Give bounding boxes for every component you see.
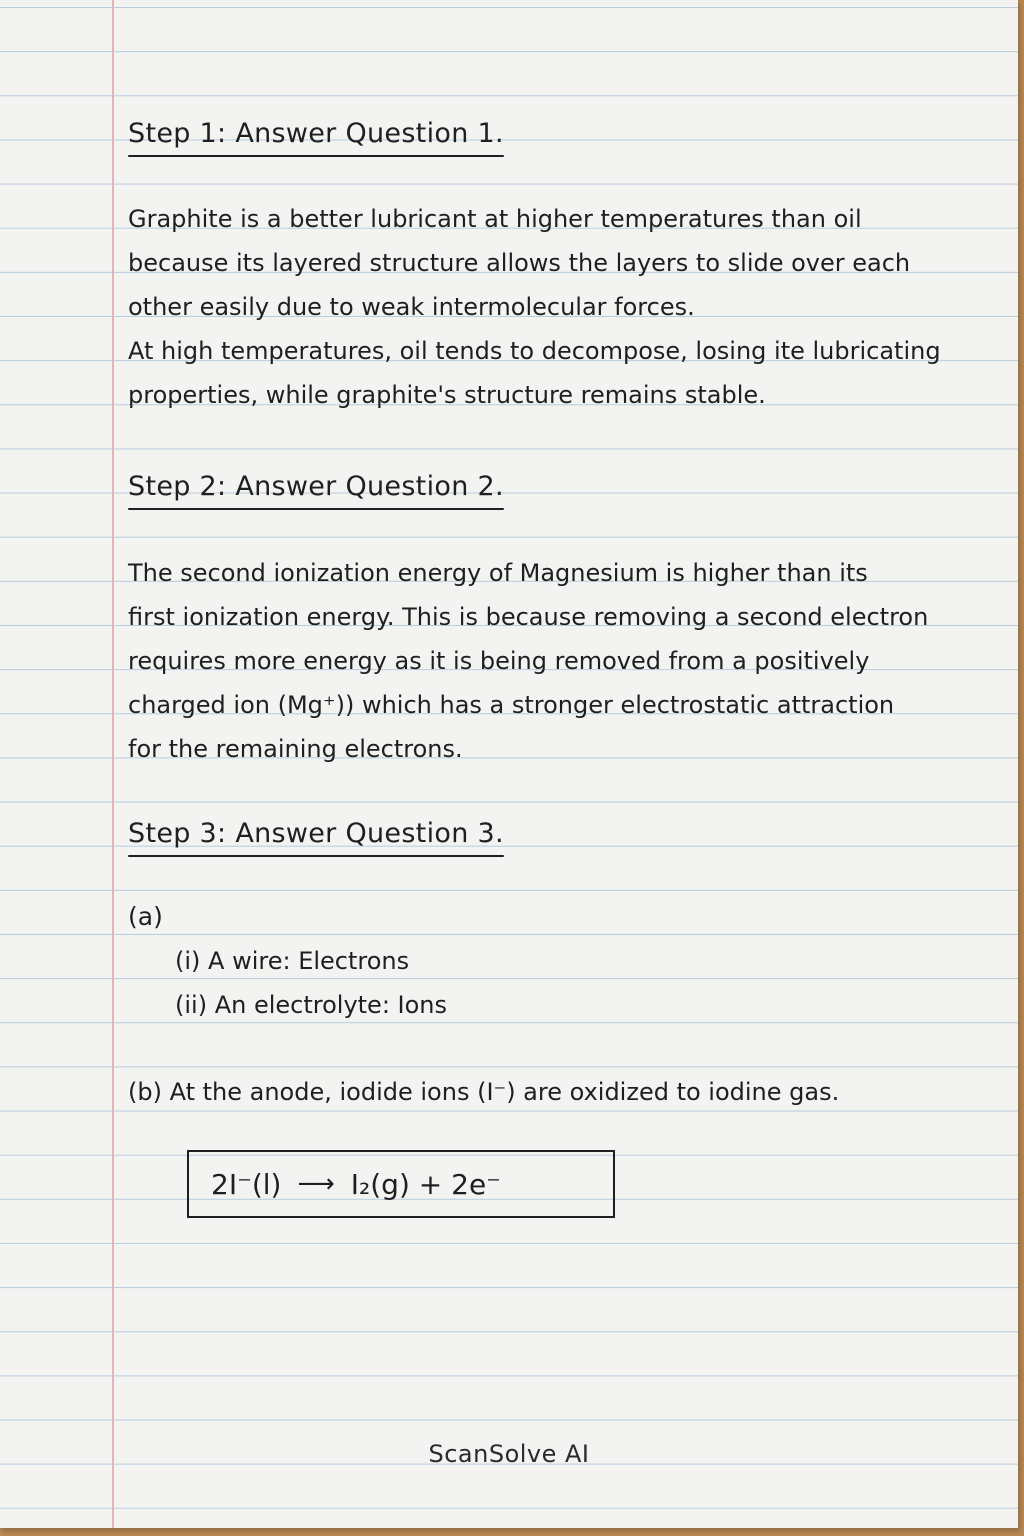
step2-line: charged ion (Mg⁺)) which has a stronger electrostatic attraction [128,691,895,719]
watermark-footer: ScanSolve AI [428,1440,590,1468]
heading-underline [128,508,504,510]
step1-answer [128,197,988,417]
step1-line: At high temperatures, oil tends to decompose, losing ite lubricating [128,337,941,365]
step2-line: The second ionization energy of Magnesium is higher than its [128,559,868,587]
step1-line: properties, while graphite's structure remains stable. [128,381,766,409]
equation-box [187,1150,615,1218]
part-a-item: (i) A wire: Electrons [175,947,410,975]
heading-underline [128,855,504,857]
step1-line: because its layered structure allows the layers to slide over each [128,249,911,277]
reaction-arrow-icon: ⟶ [297,1169,335,1199]
part-b-text: (b) At the anode, iodide ions (I⁻) are oxidized to iodine gas. [128,1078,840,1106]
step2-heading [128,471,504,502]
margin-line [112,0,114,1528]
step2-line: requires more energy as it is being removed from a positively [128,647,870,675]
step1-line: Graphite is a better lubricant at higher temperatures than oil [128,205,862,233]
step1-line: other easily due to weak intermolecular forces. [128,293,695,321]
equation-right: I₂(g) + 2e⁻ [350,1167,501,1201]
step2-heading-text: Step 2: Answer Question 2. [128,471,504,502]
part-a-item: (ii) An electrolyte: Ions [175,991,448,1019]
heading-underline [128,155,504,157]
step2-line: first ionization energy. This is because removing a second electron [128,603,929,631]
step2-line: for the remaining electrons. [128,735,463,763]
step3-heading [128,818,504,849]
step2-answer [128,551,988,771]
equation-left: 2I⁻(l) [211,1167,282,1201]
step3-heading-text: Step 3: Answer Question 3. [128,818,504,849]
step1-heading-text: Step 1: Answer Question 1. [128,118,504,149]
part-a-label: (a) [128,902,163,931]
step1-heading [128,118,504,149]
